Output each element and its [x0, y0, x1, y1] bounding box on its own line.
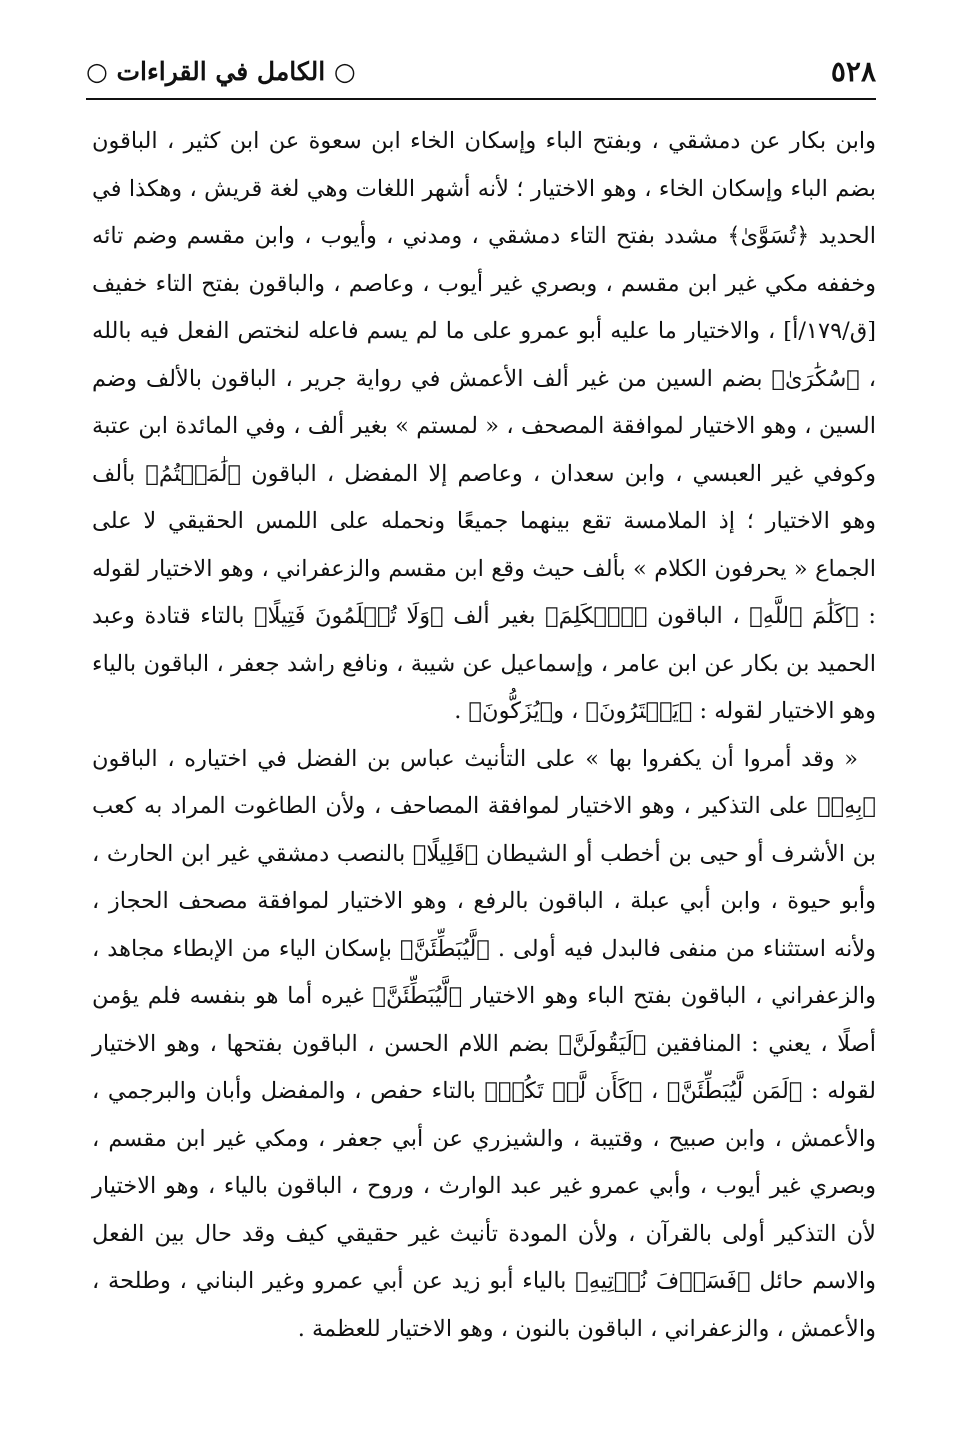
page-number: ٥٢٨ [830, 55, 876, 88]
header-divider [86, 98, 876, 100]
page-header [86, 52, 876, 96]
page-body [92, 118, 876, 1353]
paragraph: وابن بكار عن دمشقي ، وبفتح الباء وإسكان الخاء ابن سعوة عن ابن كثير ، الباقون بضم الباء وإسكان الخاء ، وهو الاختيار ؛ لأنه أشهر اللغات وهي لغة قريش ، وهكذا في الحديد ﴿تُسَوَّىٰ﴾ مشدد بفتح التاء دمشقي ، ومدني ، وأيوب ، وابن مقسم وضم تائه وخففه مكي غير ابن مقسم ، وبصري غير أيوب ، وعاصم ، والباقون بفتح التاء خفيف [ق/١٧٩/أ] ، والاختيار ما عليه أبو عمرو على ما لم يسم فاعله لنختص الفعل فيه بالله ، ﴿سُكَٰرَىٰ﴾ بضم السين من غير ألف الأعمش في رواية جرير ، الباقون بالألف وضم السين ، وهو الاختيار لموافقة المصحف ، « لمستم » بغير ألف ، وفي المائدة ابن عتبة وكوفي غير العبسي ، وابن سعدان ، وعاصم إلا المفضل ، الباقون ﴿لَٰمَسۡتُمُ﴾ بألف وهو الاختيار ؛ إذ الملامسة تقع بينهما جميعًا ونحمله على اللمس الحقيقي لا على الجماع « يحرفون الكلام » بألف حيث وقع ابن مقسم والزعفراني ، وهو الاختيار لقوله : ﴿كَلَٰمَ ٱللَّهِ﴾ ، الباقون ﴿ٱلۡكَلِمَ﴾ بغير ألف ﴿وَلَا تُظۡلَمُونَ فَتِيلًا﴾ بالتاء قتادة وعبد الحميد بن بكار عن ابن عامر ، وإسماعيل عن شيبة ، ونافع راشد جعفر ، الباقون بالياء وهو الاختيار لقوله : ﴿يَفۡتَرُونَ﴾ ، و﴿يُزَكُّونَ﴾ . [92, 128, 876, 724]
book-title: ○ الكامل في القراءات ○ [86, 57, 356, 86]
paragraph: « وقد أمروا أن يكفروا بها » على التأنيث عباس بن الفضل في اختياره ، الباقون ﴿بِهِۦ﴾ على التذكير ، وهو الاختيار لموافقة المصاحف ، ولأن الطاغوت المراد به كعب بن الأشرف أو حيى بن أخطب أو الشيطان ﴿قَلِيلًا﴾ بالنصب دمشقي غير ابن الحارث ، وأبو حيوة ، وابن أبي عبلة ، الباقون بالرفع ، وهو الاختيار لموافقة مصحف الحجاز ، ولأنه استثناء من منفى فالبدل فيه أولى . ﴿لَّيُبَطِّئَنَّ﴾ بإسكان الياء من الإبطاء مجاهد ، والزعفراني ، الباقون بفتح الباء وهو الاختيار ﴿لَّيُبَطِّئَنَّ﴾ غيره أما هو بنفسه فلم يؤمن أصلًا ، يعني : المنافقين ﴿لَيَقُولَنَّ﴾ بضم اللام الحسن ، الباقون بفتحها ، وهو الاختيار لقوله : ﴿لَمَن لَّيُبَطِّئَنَّ﴾ ، ﴿كَأَن لَّمۡ تَكُنۢ﴾ بالتاء حفص ، والمفضل وأبان والبرجمي ، والأعمش ، وابن صبيح ، وقتيبة ، والشيزري عن أبي جعفر ، ومكي غير ابن مقسم ، وبصري غير أيوب ، وأبي عمرو غير عبد الوارث ، وروح ، الباقون بالياء ، وهو الاختيار لأن التذكير أولى بالقرآن ، ولأن المودة تأنيث غير حقيقي كيف وقد حال بين الفعل والاسم حائل ﴿فَسَوۡفَ نُؤۡتِيهِ﴾ بالياء أبو زيد عن أبي عمرو وغير البناني ، وطلحة ، والأعمش ، والزعفراني ، الباقون بالنون ، وهو الاختيار للعظمة . [92, 745, 876, 1342]
